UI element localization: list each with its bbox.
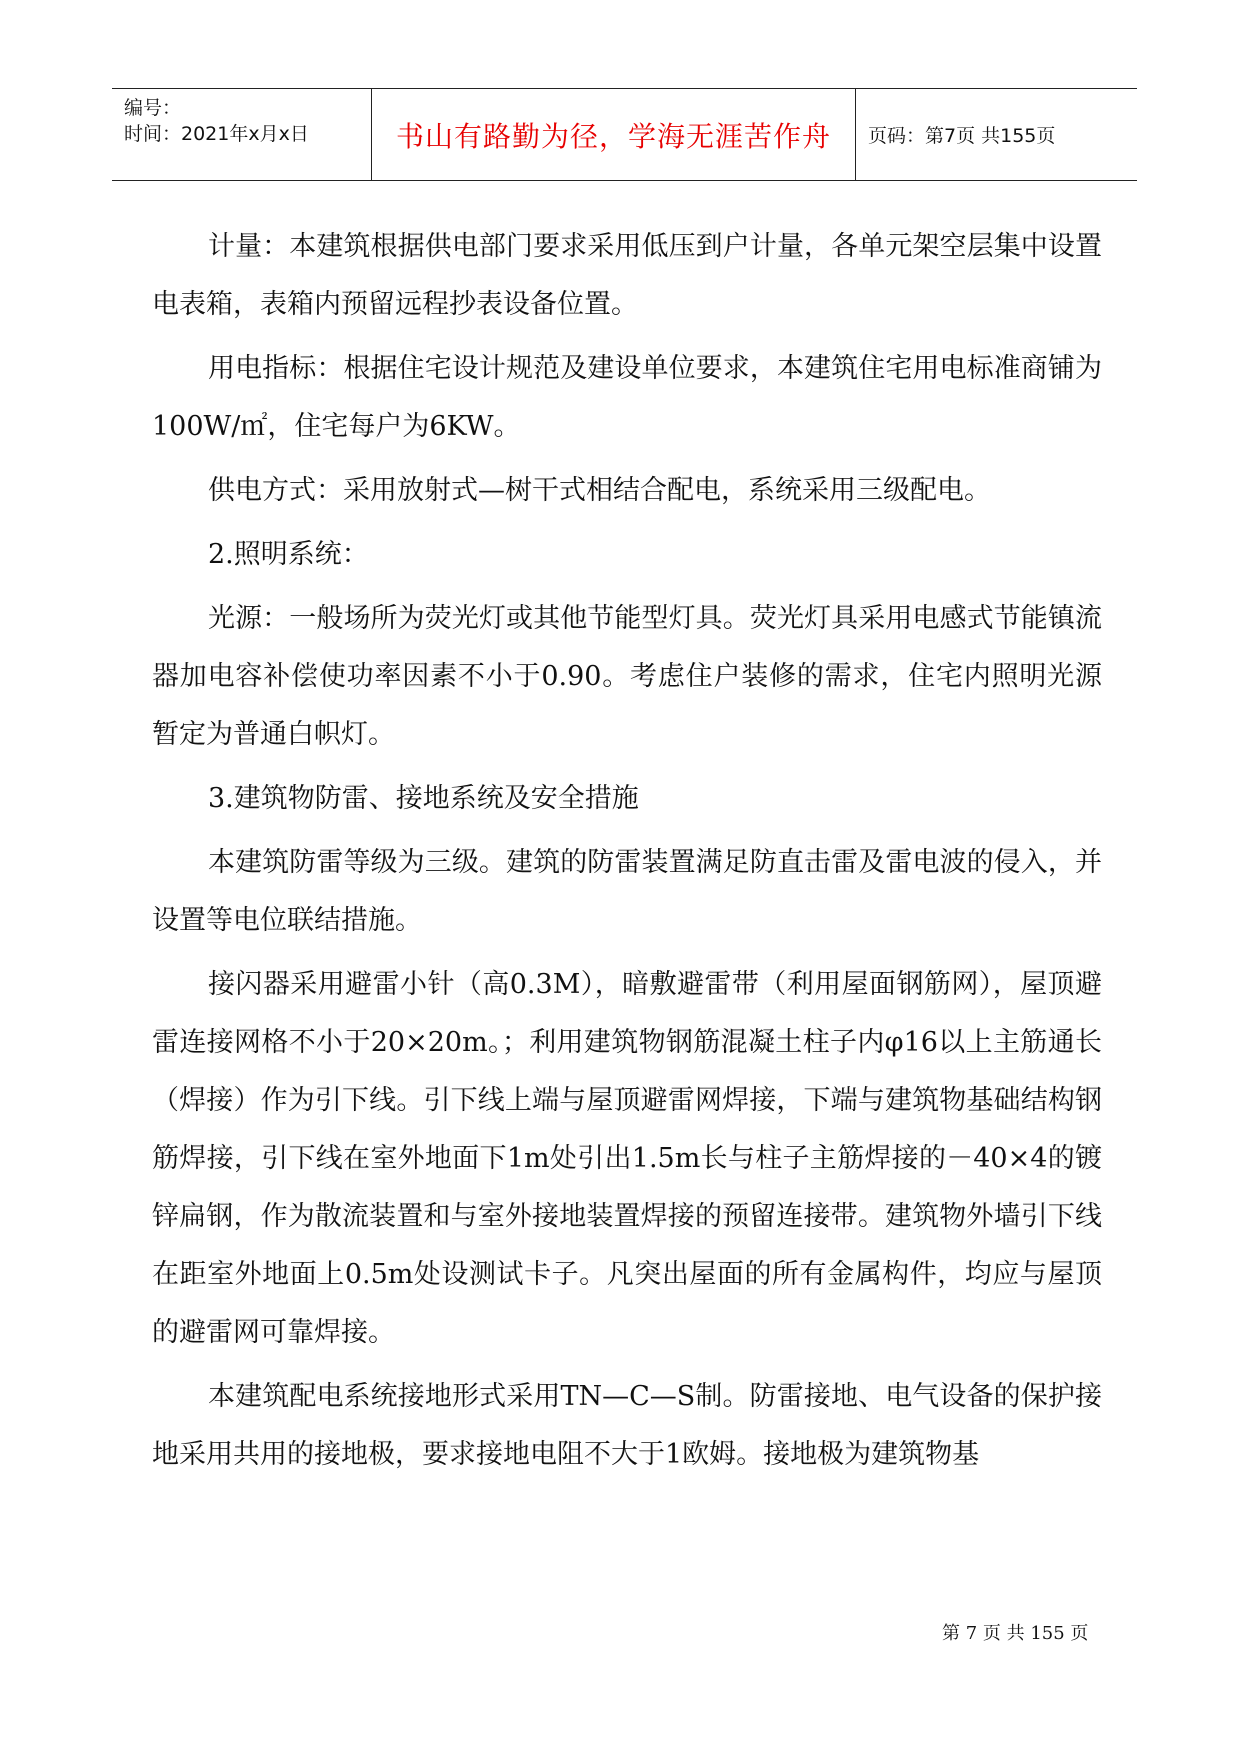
paragraph-air-terminal: 接闪器采用避雷小针（高0.3M），暗敷避雷带（利用屋面钢筋网），屋顶避雷连接网格不小于20×20m。；利用建筑物钢筋混凝土柱子内φ16以上主筋通长（焊接）作为引下线。引下线上端与屋顶避雷网焊接，下端与建筑物基础结构钢筋焊接，引下线在室外地面下1m处引出1.5m长与柱子主筋焊接的－40×4的镀锌扁钢，作为散流装置和与室外接地装置焊接的预留连接带。建筑物外墙引下线在距室外地面上0.5m处设测试卡子。凡突出屋面的所有金属构件，均应与屋顶的避雷网可靠焊接。: [152, 969, 1102, 1348]
header-right-cell: [856, 89, 1137, 180]
page-header: [112, 88, 1137, 181]
body-text: [152, 218, 1102, 1484]
page-footer: 第 7 页 共 155 页: [942, 1623, 1089, 1644]
paragraph-protection-level: 本建筑防雷等级为三级。建筑的防雷装置满足防直击雷及雷电波的侵入，并设置等电位联结措施。: [152, 847, 1102, 936]
header-page-info: 页码：第7页 共155页: [868, 125, 1056, 147]
header-left-cell: [112, 89, 372, 180]
document-time-label: 时间：2021年x月x日: [124, 123, 309, 145]
paragraph-grounding: 本建筑配电系统接地形式采用TN—C—S制。防雷接地、电气设备的保护接地采用共用的接地极，要求接地电阻不大于1欧姆。接地极为建筑物基: [152, 1381, 1102, 1470]
paragraph-supply-method: 供电方式：采用放射式—树干式相结合配电，系统采用三级配电。: [208, 475, 991, 506]
section-heading-lightning-protection: 3.建筑物防雷、接地系统及安全措施: [208, 783, 639, 814]
paragraph-metering: 计量：本建筑根据供电部门要求采用低压到户计量，各单元架空层集中设置电表箱，表箱内预留远程抄表设备位置。: [152, 231, 1102, 320]
paragraph-light-source: 光源：一般场所为荧光灯或其他节能型灯具。荧光灯具采用电感式节能镇流器加电容补偿使功率因素不小于0.90。考虑住户装修的需求，住宅内照明光源暂定为普通白帜灯。: [152, 603, 1102, 750]
document-number-label: 编号：: [124, 97, 182, 119]
section-heading-lighting: 2.照明系统：: [208, 539, 369, 570]
header-middle-cell: [372, 89, 856, 180]
paragraph-power-index: 用电指标：根据住宅设计规范及建设单位要求，本建筑住宅用电标准商铺为100W/㎡，住宅每户为6KW。: [152, 353, 1102, 442]
header-motto: 书山有路勤为径，学海无涯苦作舟: [395, 119, 831, 153]
